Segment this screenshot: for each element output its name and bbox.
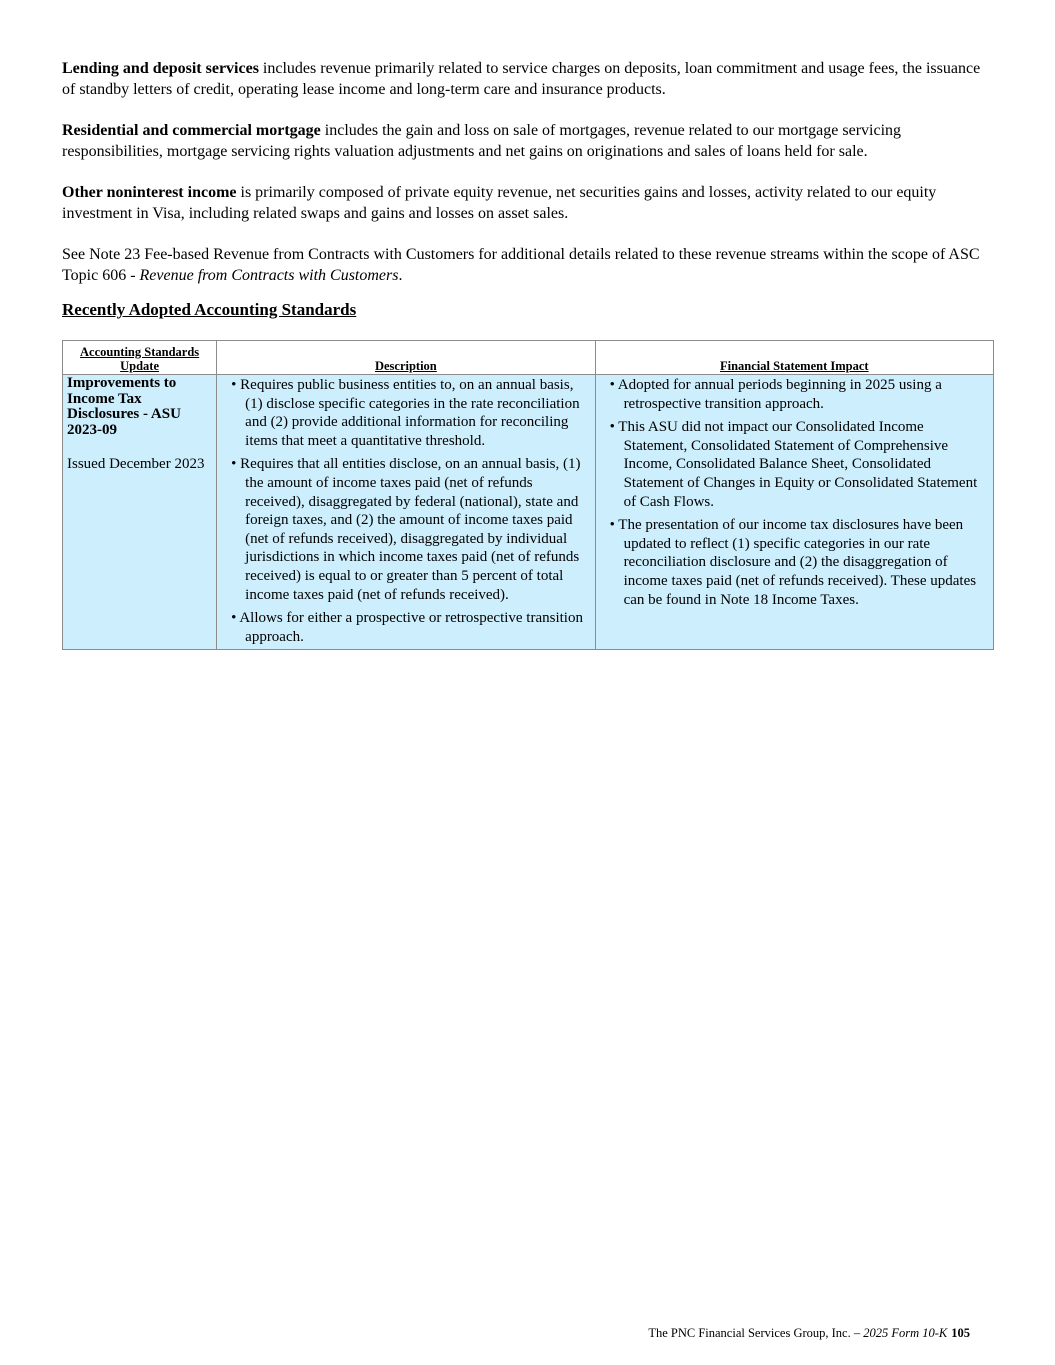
header-description: Description (217, 341, 595, 375)
paragraph-residential-mortgage (62, 120, 994, 162)
asu-issued-date: Issued December 2023 (67, 456, 205, 472)
paragraph-other-noninterest (62, 182, 994, 224)
impact-list (600, 376, 989, 609)
cell-asu (63, 375, 217, 650)
term-lending-deposit: Lending and deposit services (62, 60, 259, 77)
description-list (221, 376, 590, 646)
see-note-text: See Note 23 Fee-based Revenue from Contracts with Customers for additional details related to these revenue streams within the scope of ASC Topic 606 - (62, 246, 980, 284)
paragraph-see-note (62, 244, 994, 286)
table-header-row (63, 341, 994, 375)
paragraph-lending-deposit-text: includes revenue primarily related to service charges on deposits, loan commitment and usage fees, the issuance of standby letters of credit, operating lease income and long-term care and insurance products. (62, 60, 981, 98)
term-other-noninterest: Other noninterest income (62, 184, 237, 201)
table-row (63, 375, 994, 650)
paragraph-residential-mortgage-text: includes the gain and loss on sale of mortgages, revenue related to our mortgage servicing responsibilities, mortgage servicing rights valuation adjustments and net gains on originations and sales of loans held for sale. (62, 122, 902, 160)
header-impact: Financial Statement Impact (595, 341, 993, 375)
description-item: • Requires that all entities disclose, on an annual basis, (1) the amount of income taxes paid (net of refunds received), disaggregated by federal (national), state and foreign taxes, and (2) the amount of income taxes paid (net of refunds received), disaggregated by individual jurisdictions in which income taxes paid (net of refunds received) is equal to or greater than 5 percent of total income taxes paid (net of refunds received). (231, 456, 581, 603)
cell-description (217, 375, 595, 650)
impact-item: • The presentation of our income tax disclosures have been updated to reflect (1) specific categories in our rate reconciliation disclosure and (2) the disaggregation of income taxes paid (net of refunds received). These updates can be found in Note 18 Income Taxes. (609, 517, 977, 608)
document-page (62, 58, 994, 650)
section-title: Recently Adopted Accounting Standards (62, 300, 357, 319)
cell-impact (595, 375, 993, 650)
asu-title: Improvements to Income Tax Disclosures - ASU 2023-09 (67, 375, 181, 438)
impact-item: • Adopted for annual periods beginning in 2025 using a retrospective transition approach. (609, 377, 942, 412)
see-note-end: . (398, 267, 403, 284)
page-footer (0, 1326, 970, 1341)
accounting-standards-table (62, 340, 994, 650)
term-residential-mortgage: Residential and commercial mortgage (62, 122, 321, 139)
header-asu: Accounting Standards Update (63, 341, 217, 375)
page-number: 105 (951, 1326, 970, 1340)
footer-company: The PNC Financial Services Group, Inc. – (648, 1326, 864, 1340)
impact-item: • This ASU did not impact our Consolidated Income Statement, Consolidated Statement of Comprehensive Income, Consolidated Balance Sheet, Consolidated Statement of Changes in Equity or Consolidated Statement of Cash Flows. (609, 419, 978, 510)
see-note-italic: Revenue from Contracts with Customers (139, 267, 399, 284)
description-item: • Requires public business entities to, on an annual basis, (1) disclose specific categories in the rate reconciliation and (2) provide additional information for reconciling items that meet a quantitative threshold. (231, 377, 580, 449)
footer-form: 2025 Form 10-K (863, 1326, 948, 1340)
description-item: • Allows for either a prospective or retrospective transition approach. (231, 610, 583, 645)
paragraph-other-noninterest-text: is primarily composed of private equity revenue, net securities gains and losses, activity related to our equity investment in Visa, including related swaps and gains and losses on asset sales. (62, 184, 937, 222)
paragraph-lending-deposit (62, 58, 994, 100)
